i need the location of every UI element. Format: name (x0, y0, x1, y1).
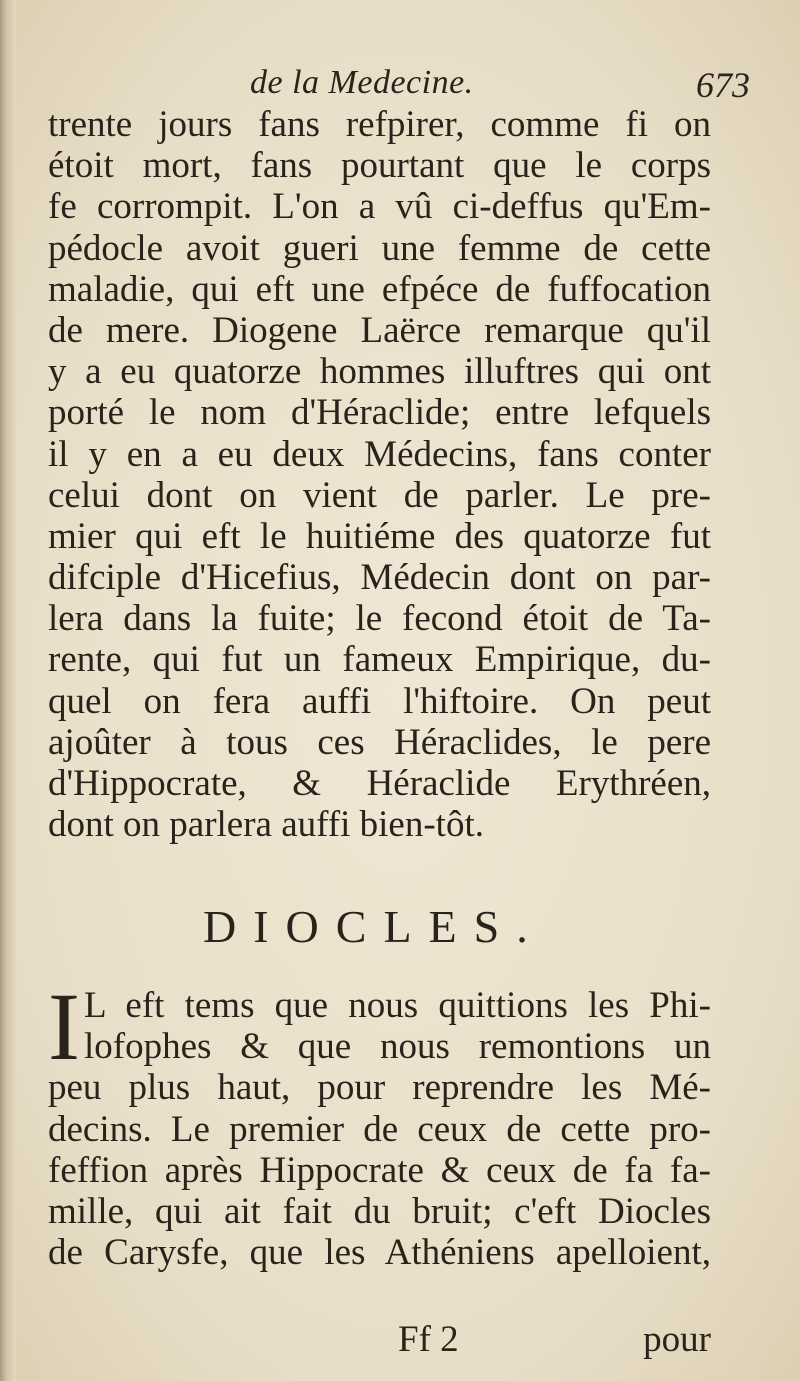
page-number: 673 (696, 65, 750, 105)
text-line: d'Hippocrate, & Héraclide Erythréen, (48, 763, 711, 804)
text-line: il y en a eu deux Médecins, fans conter (48, 433, 711, 475)
text-line: porté le nom d'Héraclide; entre lefquels (48, 392, 711, 434)
text-line: pédocle avoit gueri une femme de cette (48, 227, 711, 269)
text-line: de Carysfe, que les Athéniens apelloient, (48, 1232, 711, 1274)
text-line: dont on parlera auffi bien-tôt. (48, 804, 484, 846)
text-line: feffion après Hippocrate & ceux de fa fa- (48, 1149, 711, 1191)
text-line: trente jours fans refpirer, comme fi on (48, 104, 711, 145)
text-line: peu plus haut, pour reprendre les Mé- (48, 1067, 711, 1109)
text-line: L eft tems que nous quittions les Phi- (84, 985, 711, 1026)
text-line: mille, qui ait fait du bruit; c'eft Diocles (48, 1190, 711, 1232)
paragraph-1 (48, 104, 711, 845)
text-line: ajoûter à tous ces Héraclides, le pere (48, 721, 711, 763)
drop-cap: I (48, 973, 80, 1080)
text-line: decins. Le premier de ceux de cette pro- (48, 1108, 711, 1150)
text-line: étoit mort, fans pourtant que le corps (48, 145, 711, 187)
section-heading: DIOCLES. (203, 901, 545, 952)
text-line: maladie, qui eft une efpéce de fuffocation (48, 268, 711, 310)
text-line: lofophes & que nous remontions un (84, 1026, 711, 1068)
text-line: de mere. Diogene Laërce remarque qu'il (48, 309, 711, 351)
text-line: rente, qui fut un fameux Empirique, du- (48, 639, 711, 681)
text-line: y a eu quatorze hommes illuftres qui ont (48, 351, 711, 393)
catchword: pour (643, 1319, 711, 1360)
page-gutter-shadow (0, 0, 16, 1381)
text-line: lera dans la fuite; le fecond étoit de Ta- (48, 598, 711, 640)
text-line: quel on fera auffi l'hiftoire. On peut (48, 680, 711, 722)
text-line: difciple d'Hicefius, Médecin dont on par- (48, 557, 711, 599)
running-title: de la Medecine. (250, 64, 474, 101)
text-line: fe corrompit. L'on a vû ci-deffus qu'Em- (48, 186, 711, 228)
page-header (40, 64, 750, 108)
paragraph-2 (48, 973, 711, 1274)
page-footer (48, 1318, 711, 1362)
text-line: mier qui eft le huitiéme des quatorze fut (48, 515, 711, 557)
signature-mark: Ff 2 (398, 1319, 459, 1360)
text-line: celui dont on vient de parler. Le pre- (48, 474, 711, 516)
